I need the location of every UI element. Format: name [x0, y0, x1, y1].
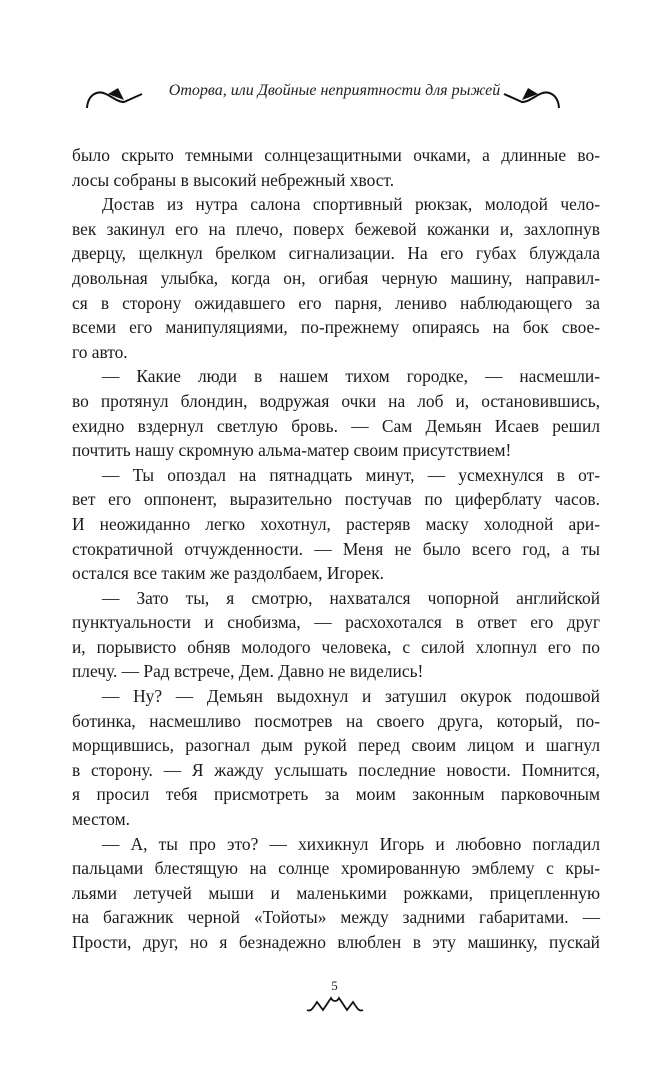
running-header — [0, 72, 669, 122]
footer-flourish-ornament — [305, 994, 365, 1014]
text-line: век закинул его на плечо, поверх бежевой кожанки и, захлопнув — [72, 218, 600, 239]
text-line: на багажник черной «Тойоты» между задними габаритами. — — [72, 907, 600, 928]
text-line: было скрыто темными солнцезащитными очками, а длинные во- — [72, 145, 600, 165]
text-line: И неожиданно легко хохотнул, растеряв маску холодной ари- — [72, 513, 600, 534]
text-line: льями летучей мыши и маленькими рожками, прицепленную — [72, 882, 600, 903]
text-line: — Какие люди в нашем тихом городке, — насмешли- — [102, 366, 600, 387]
text-line: местом. — [72, 809, 130, 830]
text-line: — Ты опоздал на пятнадцать минут, — усмехнулся в от- — [102, 464, 600, 485]
text-line: плечу. — Рад встрече, Дем. Давно не виделись! — [72, 661, 424, 682]
text-line: почтить нашу скромную альма-матер своим присутствием! — [72, 440, 512, 461]
text-line: — Зато ты, я смотрю, нахватался чопорной английской — [102, 587, 600, 608]
text-line: остался все таким же раздолбаем, Игорек. — [72, 563, 384, 584]
text-line: ся в сторону ожидавшего его парня, лениво наблюдающего за — [72, 292, 600, 313]
text-line: — А, ты про это? — хихикнул Игорь и любовно погладил — [102, 833, 600, 854]
body-text — [72, 143, 600, 955]
text-line: — Ну? — Демьян выдохнул и затушил окурок подошвой — [102, 686, 600, 707]
running-title: Оторва, или Двойные неприятности для рыжей — [168, 82, 501, 99]
text-line: всеми его манипуляциями, по-прежнему опираясь на бок свое- — [72, 317, 600, 338]
text-line: го авто. — [72, 341, 128, 362]
text-line: довольная улыбка, когда он, огибая черную машину, направил- — [72, 267, 600, 288]
text-line: ехидно вздернул светлую бровь. — Сам Демьян Исаев решил — [72, 415, 600, 436]
text-line: лосы собраны в высокий небрежный хвост. — [72, 169, 395, 190]
text-line: дверцу, щелкнул брелком сигнализации. На его губах блуждала — [72, 243, 600, 264]
page-number: 5 — [331, 978, 338, 993]
text-line: Прости, друг, но я безнадежно влюблен в эту машинку, пускай — [72, 932, 600, 952]
text-line: во протянул блондин, водружая очки на лоб и, остановившись, — [72, 390, 600, 411]
text-line: я просил тебя присмотреть за моим законным парковочным — [72, 784, 600, 805]
text-line: пальцами блестящую на солнце хромированную эмблему с кры- — [72, 858, 600, 879]
right-flourish-ornament — [500, 82, 562, 112]
text-line: в сторону. — Я жажду услышать последние новости. Помнится, — [72, 759, 600, 780]
text-line: Достав из нутра салона спортивный рюкзак, молодой чело- — [102, 194, 600, 215]
text-line: ботинка, насмешливо посмотрев на своего друга, который, по- — [72, 710, 600, 731]
text-line: вет его оппонент, выразительно постучав по циферблату часов. — [72, 489, 600, 510]
text-line: морщившись, разогнал дым рукой перед своим лицом и шагнул — [72, 735, 600, 756]
text-line: пунктуальности и снобизма, — расхохотался в ответ его друг — [72, 612, 600, 633]
text-line: стократичной отчужденности. — Меня не было всего год, а ты — [72, 538, 600, 559]
page-footer — [0, 978, 669, 1019]
text-line: и, порывисто обняв молодого человека, с силой хлопнул его по — [72, 636, 600, 657]
